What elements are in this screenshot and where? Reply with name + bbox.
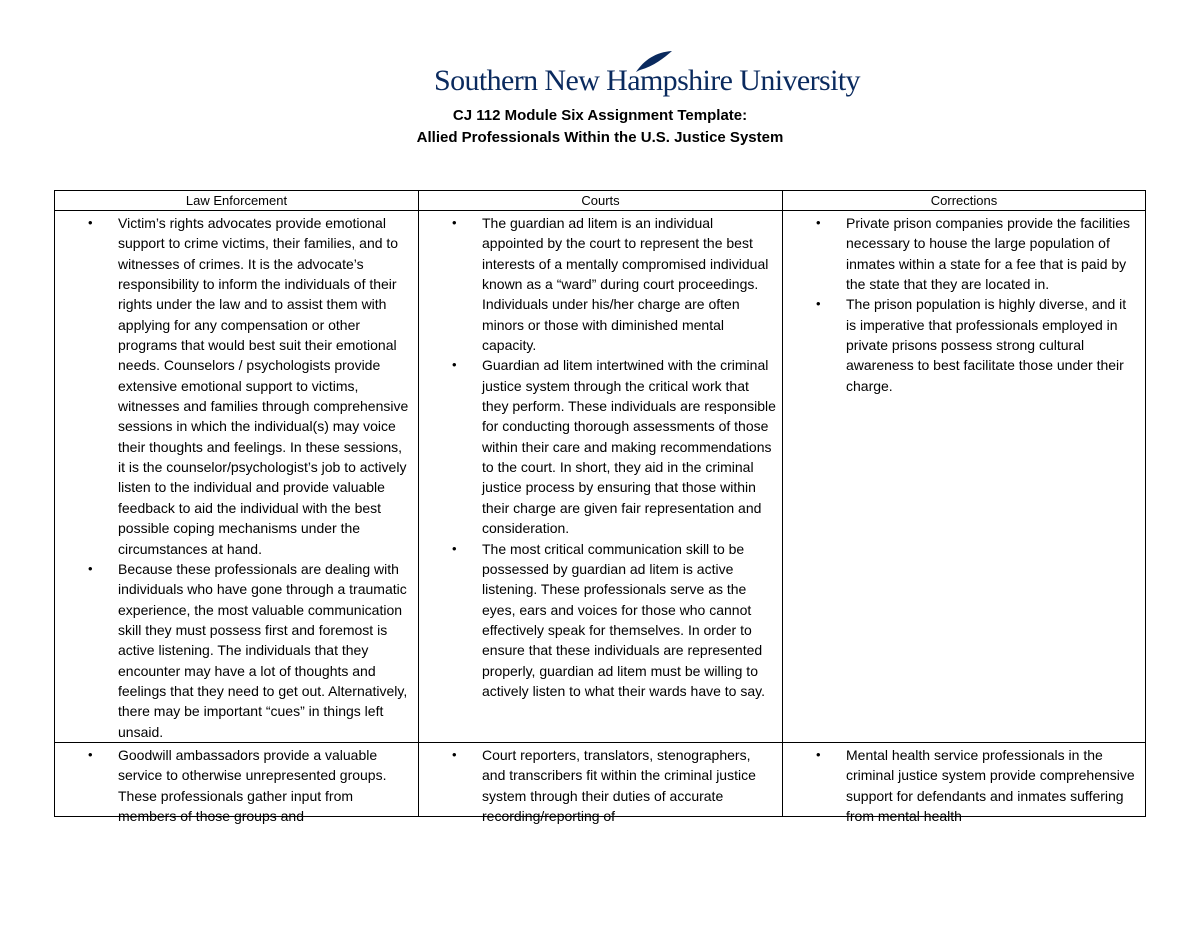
bullet-icon: •	[452, 540, 457, 556]
cell-courts	[419, 742, 783, 824]
table-row	[55, 211, 1146, 743]
bullet-icon: •	[452, 746, 457, 762]
list-item: • Victim’s rights advocates provide emotional support to crime victims, their families, and to witnesses of crimes. It is the advocate’s responsibility to inform the individuals of their rights under the law and to assist them with applying for any compensation or other programs that would best suit their emotional needs. Counselors / psychologists provide extensive emotional support to victims, witnesses and families through comprehensive sessions in which the individual(s) may voice their thoughts and feelings. In these sessions, it is the counselor/psychologist’s job to actively listen to the individual and provide valuable feedback to aid the individual with the best possible coping mechanisms under the circumstances at hand.	[88, 215, 409, 557]
bullet-icon: •	[816, 746, 821, 762]
list-item: • The guardian ad litem is an individual appointed by the court to represent the best interests of a mentally compromised individual known as a “ward” during court proceedings. Individuals under his/her charge are often minors or those with diminished mental capacity.	[452, 215, 769, 354]
list-item: • Court reporters, translators, stenographers, and transcribers fit within the criminal justice system through their duties of accurate recording/reporting of	[452, 746, 756, 824]
bullet-icon: •	[452, 215, 457, 230]
bullet-icon: •	[88, 746, 93, 762]
list-item: • Private prison companies provide the facilities necessary to house the large population of inmates within a state for a fee that is paid by the state that they are located in.	[816, 215, 1131, 293]
table-row	[55, 742, 1146, 816]
list-item: • The most critical communication skill to be possessed by guardian ad litem is active listening. These professionals serve as the eyes, ears and voices for those who cannot effectively speak for themselves. In order to ensure that these individuals are represented properly, guardian ad litem must be willing to actively listen to what their wards have to say.	[452, 540, 765, 699]
cell-corrections	[783, 742, 1146, 824]
document-subtitle: Allied Professionals Within the U.S. Justice System	[416, 129, 784, 146]
column-header-courts: Courts	[419, 191, 783, 211]
list-item: • Goodwill ambassadors provide a valuable service to otherwise unrepresented groups. These professionals gather input from members of those groups and	[88, 746, 387, 824]
bullet-icon: •	[816, 296, 821, 312]
cell-law-enforcement	[55, 742, 419, 824]
bullet-icon: •	[816, 215, 821, 230]
column-header-law-enforcement: Law Enforcement	[55, 191, 419, 211]
list-item: • Mental health service professionals in the criminal justice system provide comprehensive support for defendants and inmates suffering from mental health	[816, 746, 1135, 824]
list-item: • Because these professionals are dealing with individuals who have gone through a traumatic experience, the most valuable communication skill they must possess first and foremost is active listening. The individuals that they encounter may have a lot of thoughts and feelings that they need to get out. Alternatively, there may be important “cues” in things left unsaid.	[88, 560, 408, 740]
university-logo	[434, 50, 860, 102]
bullet-icon: •	[88, 560, 93, 576]
list-item: • The prison population is highly diverse, and it is imperative that professionals employed in private prisons possess strong cultural awareness to best facilitate those under their charge.	[816, 296, 1127, 394]
cell-corrections	[783, 211, 1146, 743]
table-header-row	[55, 191, 1146, 211]
column-header-corrections: Corrections	[783, 191, 1146, 211]
cell-law-enforcement	[55, 211, 419, 743]
document-title: CJ 112 Module Six Assignment Template:	[452, 107, 748, 124]
university-logo-text: Southern New Hampshire University	[434, 64, 860, 97]
leaf-icon	[634, 50, 674, 74]
professionals-table	[54, 190, 1146, 824]
bullet-icon: •	[88, 215, 93, 230]
cell-courts	[419, 211, 783, 743]
bullet-icon: •	[452, 357, 457, 373]
list-item: • Guardian ad litem intertwined with the criminal justice system through the critical work that they perform. These individuals are responsible for conducting thorough assessments of those within their care and making recommendations to the court. In short, they aid in the criminal justice process by ensuring that those within their charge are given fair representation and consideration.	[452, 357, 776, 537]
